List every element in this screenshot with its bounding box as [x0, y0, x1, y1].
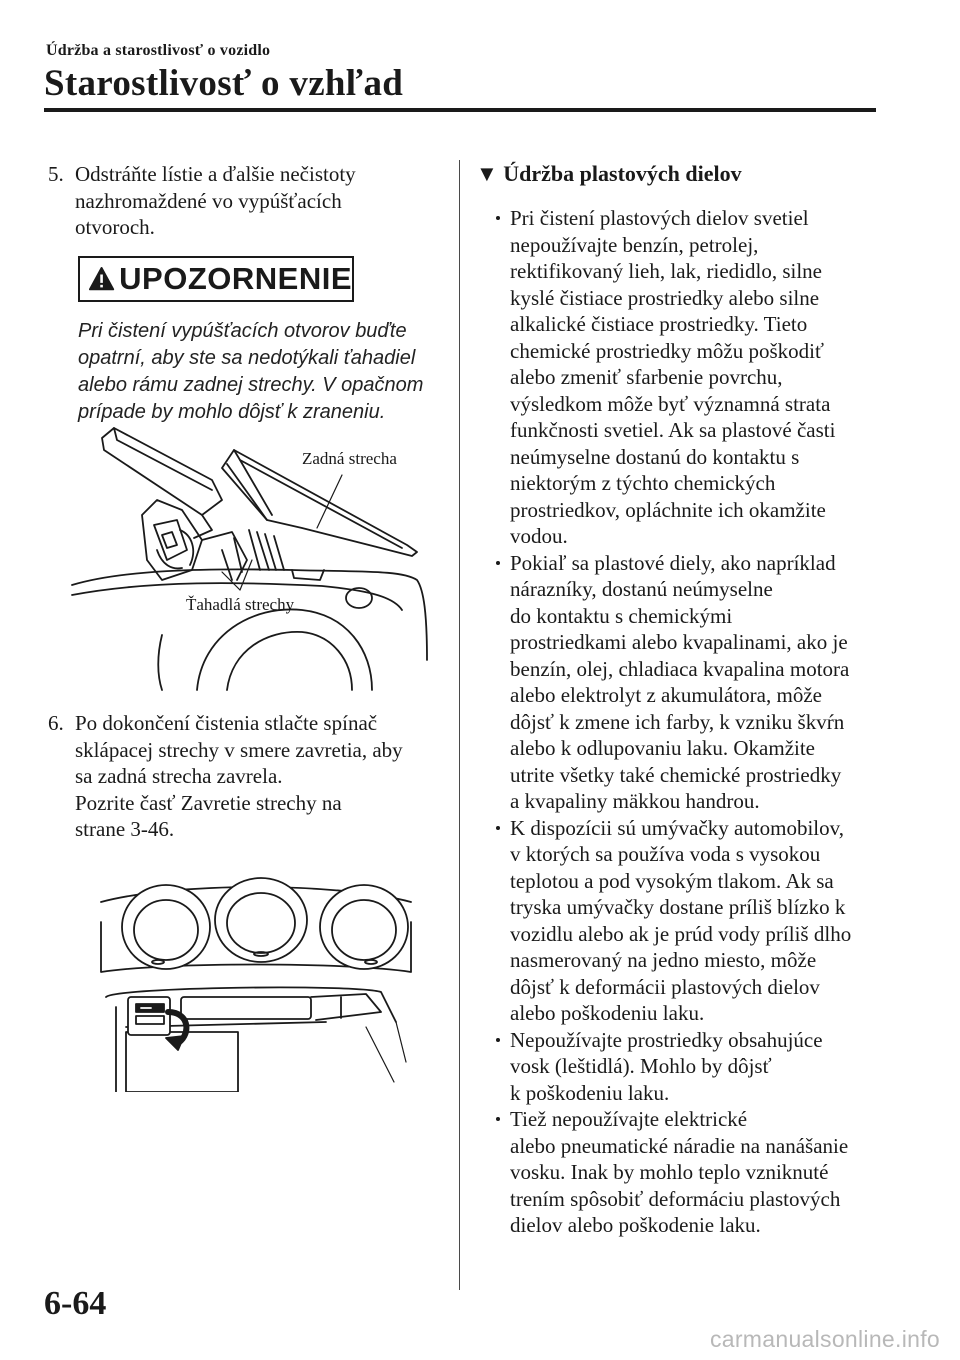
bullet-dot-icon [496, 1038, 500, 1042]
step-6-line: strane 3-46. [75, 817, 175, 841]
warning-box [78, 256, 354, 302]
bullet-line: dielov alebo poškodenie laku. [510, 1213, 761, 1237]
bullet-dot-icon [496, 826, 500, 830]
step-5-line: Odstráňte lístie a ďalšie nečistoty [75, 162, 356, 186]
bullet-line: k poškodeniu laku. [510, 1080, 670, 1105]
bullet-item [476, 205, 876, 550]
bullet-line: utrite všetky také chemické prostriedky [510, 762, 842, 787]
bullet-line: nasmerovaný na jedno miesto, môže [510, 948, 817, 972]
bullet-line: dôjsť k deformácii plastových dielov [510, 974, 820, 999]
page-number: 6-64 [44, 1285, 107, 1322]
bullet-dot-icon [496, 561, 500, 565]
label-roof-pulls: Ťahadlá strechy [186, 595, 295, 614]
watermark-link[interactable]: carmanualsonline.info [709, 1326, 940, 1352]
bullet-line: tryska umývačky dostane príliš blízko k [510, 895, 846, 919]
bullet-item [476, 1106, 876, 1239]
bullet-line: funkčnosti svetiel. Ak sa plastové časti [510, 418, 836, 442]
bullet-line: neúmyselne dostanú do kontaktu s [510, 444, 800, 469]
bullet-line: dôjsť k zmene ich farby, k vzniku škvŕn [510, 709, 845, 734]
bullet-line: niektorým z týchto chemických [510, 471, 776, 495]
bullet-item [476, 1027, 876, 1107]
bullet-line: vosk (leštidlá). Mohlo by dôjsť [510, 1054, 772, 1078]
bullet-line: vosku. Inak by mohlo teplo vzniknuté [510, 1160, 829, 1184]
step-6-line: sa zadná strecha zavrela. [75, 764, 283, 788]
vent-right-icon [320, 885, 408, 969]
bullet-dot-icon [496, 216, 500, 220]
step-5-line: otvoroch. [75, 215, 155, 239]
step-5-line: nazhromaždené vo vypúšťacích [75, 188, 342, 213]
bullet-line: Pokiaľ sa plastové diely, ako napríklad [510, 550, 836, 575]
triangle-marker-icon: ▼ [476, 161, 498, 186]
label-rear-roof: Zadná strecha [302, 449, 397, 468]
bullet-line: alebo elektrolyt z akumulátora, môže [510, 683, 822, 707]
roof-switch-illustration [96, 862, 416, 1092]
bullet-line: do kontaktu s chemickými [510, 603, 733, 628]
bullet-list [476, 205, 876, 1239]
bullet-line: vozidlu alebo ak je prúd vody príliš dlho [510, 921, 852, 946]
bullet-line: teplotou a pod vysokým tlakom. Ak sa [510, 868, 834, 893]
warning-line: Pri čistení vypúšťacích otvorov buďte [78, 320, 407, 342]
bullet-line: alebo zmeniť sfarbenie povrchu, [510, 365, 783, 389]
step-6-line: Po dokončení čistenia stlačte spínač [75, 711, 378, 735]
vent-left-icon [122, 885, 210, 969]
warning-label: UPOZORNENIE [119, 261, 352, 296]
bullet-line: alebo k odlupovaniu laku. Okamžite [510, 736, 816, 760]
bullet-line: nárazníky, dostanú neúmyselne [510, 577, 773, 601]
warning-line: prípade by mohlo dôjsť k zraneniu. [78, 401, 386, 423]
heading-text: Údržba plastových dielov [503, 161, 742, 186]
step-6-line: Pozrite časť Zavretie strechy na [75, 790, 342, 815]
bullet-line: prostriedkami alebo kvapalinami, ako je [510, 630, 848, 654]
step-number: 6. [48, 711, 64, 735]
section-label: Údržba a starostlivosť o vozidlo [46, 42, 271, 59]
bullet-line: výsledkom môže byť významná strata [510, 391, 831, 416]
page-title: Starostlivosť o vzhľad [44, 63, 404, 104]
step-6 [48, 710, 448, 843]
bullet-line: vodou. [510, 524, 568, 548]
bullet-line: rektifikovaný lieh, lak, riedidlo, silne [510, 259, 823, 283]
bullet-line: kyslé čistiace prostriedky alebo silne [510, 285, 820, 310]
vent-center-icon [215, 878, 307, 962]
column-divider [459, 160, 460, 1290]
step-5 [48, 161, 448, 241]
header-rule [44, 108, 876, 112]
warning-text [78, 318, 448, 426]
warning-line: alebo rámu zadnej strechy. V opačnom [78, 374, 424, 396]
bullet-item [476, 815, 876, 1027]
warning-line: opatrní, aby ste sa nedotýkali ťahadiel [78, 347, 416, 369]
bullet-line: benzín, olej, chladiaca kvapalina motora [510, 656, 850, 681]
bullet-line: chemické prostriedky môžu poškodiť [510, 338, 824, 363]
bullet-line: a kvapaliny mäkkou handrou. [510, 789, 760, 813]
bullet-line: K dispozícii sú umývačky automobilov, [510, 815, 845, 840]
bullet-line: alkalické čistiace prostriedky. Tieto [510, 312, 808, 336]
section-heading [476, 161, 742, 187]
bullet-item [476, 550, 876, 815]
bullet-line: nepoužívajte benzín, petrolej, [510, 232, 759, 257]
bullet-line: Tiež nepoužívajte elektrické [510, 1107, 748, 1131]
bullet-line: alebo pneumatické náradie na nanášanie [510, 1133, 849, 1158]
bullet-line: trením spôsobiť deformáciu plastových [510, 1186, 841, 1211]
bullet-line: Nepoužívajte prostriedky obsahujúce [510, 1027, 823, 1052]
bullet-line: prostriedkov, opláchnite ich okamžite [510, 497, 826, 522]
bullet-dot-icon [496, 1117, 500, 1121]
step-6-line: sklápacej strechy v smere zavretia, aby [75, 737, 403, 762]
bullet-line: Pri čistení plastových dielov svetiel [510, 206, 809, 230]
warning-triangle-icon [88, 259, 115, 299]
bullet-line: v ktorých sa používa voda s vysokou [510, 842, 821, 866]
bullet-line: alebo poškodeniu laku. [510, 1001, 705, 1025]
step-number: 5. [48, 162, 64, 186]
